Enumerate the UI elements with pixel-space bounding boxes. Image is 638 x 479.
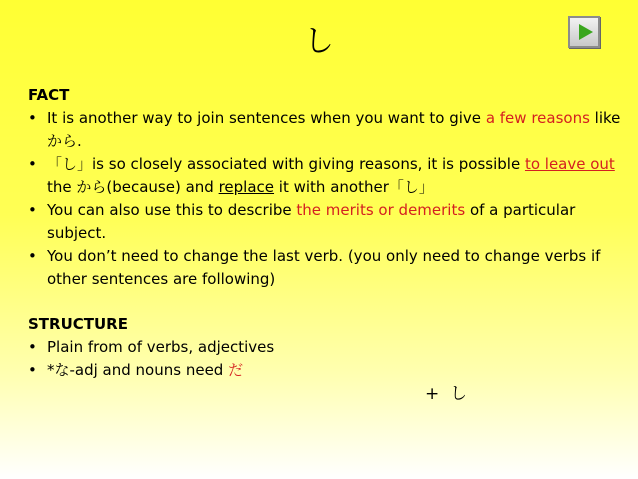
fact-bullet-2-underlined: replace: [218, 178, 275, 196]
fact-bullet-1-tail: like から.: [47, 109, 621, 150]
fact-bullet-2-tail: it with another「し」: [274, 178, 434, 196]
fact-bullet-3: [28, 199, 628, 245]
structure-bullet-2-highlight: だ: [228, 361, 244, 379]
structure-list: [28, 336, 628, 382]
fact-bullet-3-text: You can also use this to describe: [47, 201, 297, 219]
slide-content: [28, 84, 628, 382]
fact-bullet-2-highlight: to leave out: [524, 155, 615, 173]
slide-title: し: [304, 24, 334, 59]
plus-shi-formula: + し: [425, 384, 468, 404]
structure-bullet-1: • Plain from of verbs, adjectives: [28, 336, 628, 359]
fact-bullet-3-highlight: the merits or demerits: [296, 201, 466, 219]
fact-bullet-3-tail: of a particular subject.: [47, 201, 576, 242]
structure-bullet-2: [28, 359, 628, 382]
section-spacer: [28, 291, 628, 313]
fact-bullet-1-text: It is another way to join sentences when you want to give: [47, 109, 486, 127]
fact-bullet-2-middle: the から(because) and: [47, 178, 219, 196]
structure-bullet-2-text: *な-adj and nouns need: [47, 361, 229, 379]
fact-heading: FACT: [28, 86, 70, 104]
fact-bullet-2-text: 「し」is so closely associated with giving reasons, it is possible: [47, 155, 525, 173]
next-slide-button[interactable]: [568, 16, 600, 48]
fact-list: [28, 107, 628, 291]
fact-bullet-2: [28, 153, 628, 199]
structure-heading: STRUCTURE: [28, 315, 128, 333]
fact-bullet-4: • You don’t need to change the last verb. (you only need to change verbs if other sentences are following): [28, 245, 628, 291]
fact-bullet-1-highlight: a few reasons: [485, 109, 590, 127]
fact-bullet-1: [28, 107, 628, 153]
play-triangle-icon: [579, 24, 593, 40]
